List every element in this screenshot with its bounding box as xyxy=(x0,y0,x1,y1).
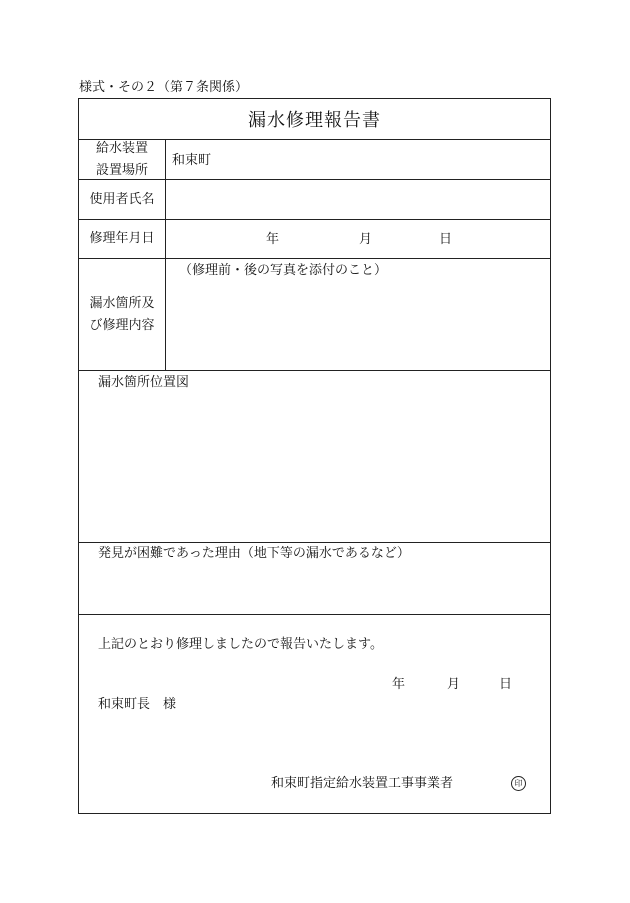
location-row xyxy=(79,140,550,180)
repair-row xyxy=(79,259,550,371)
user-row xyxy=(79,180,550,220)
seal-mark: 印 xyxy=(511,776,526,791)
user-label: 使用者氏名 xyxy=(79,180,166,219)
location-label-line-2: 設置場所 xyxy=(95,162,148,178)
date-month: 月 xyxy=(359,232,373,247)
repair-label-line-1: 漏水箇所及 xyxy=(89,295,155,311)
location-label-line-1: 給水装置 xyxy=(95,140,148,156)
report-form xyxy=(78,98,551,814)
contractor-label: 和束町指定給水装置工事事業者 xyxy=(271,776,454,791)
user-name-cell[interactable] xyxy=(166,180,550,219)
report-month: 月 xyxy=(447,677,461,692)
report-statement: 上記のとおり修理しましたので報告いたします。 xyxy=(98,637,383,652)
date-year: 年 xyxy=(266,232,280,247)
repair-details-cell[interactable] xyxy=(166,259,550,370)
date-cell[interactable] xyxy=(166,220,550,258)
position-map-label: 漏水箇所位置図 xyxy=(98,375,190,390)
difficulty-label: 発見が困難であった理由（地下等の漏水であるなど） xyxy=(98,546,410,561)
report-year: 年 xyxy=(392,677,406,692)
title-row xyxy=(79,99,550,140)
position-map-section[interactable] xyxy=(79,371,550,543)
date-label: 修理年月日 xyxy=(79,220,166,258)
location-value: 和束町 xyxy=(172,153,212,168)
repair-note: （修理前・後の写真を添付のこと） xyxy=(179,263,388,278)
date-row xyxy=(79,220,550,259)
report-day: 日 xyxy=(499,677,513,692)
form-title: 漏水修理報告書 xyxy=(248,110,381,131)
repair-label-line-2: び修理内容 xyxy=(89,317,155,333)
difficulty-section[interactable] xyxy=(79,543,550,615)
repair-label xyxy=(79,259,166,370)
addressee: 和束町長 様 xyxy=(98,697,177,712)
report-section xyxy=(79,615,550,813)
date-day: 日 xyxy=(439,232,453,247)
form-caption: 様式・その２（第７条関係） xyxy=(79,80,249,95)
location-label xyxy=(79,140,166,179)
location-cell[interactable] xyxy=(166,140,550,179)
